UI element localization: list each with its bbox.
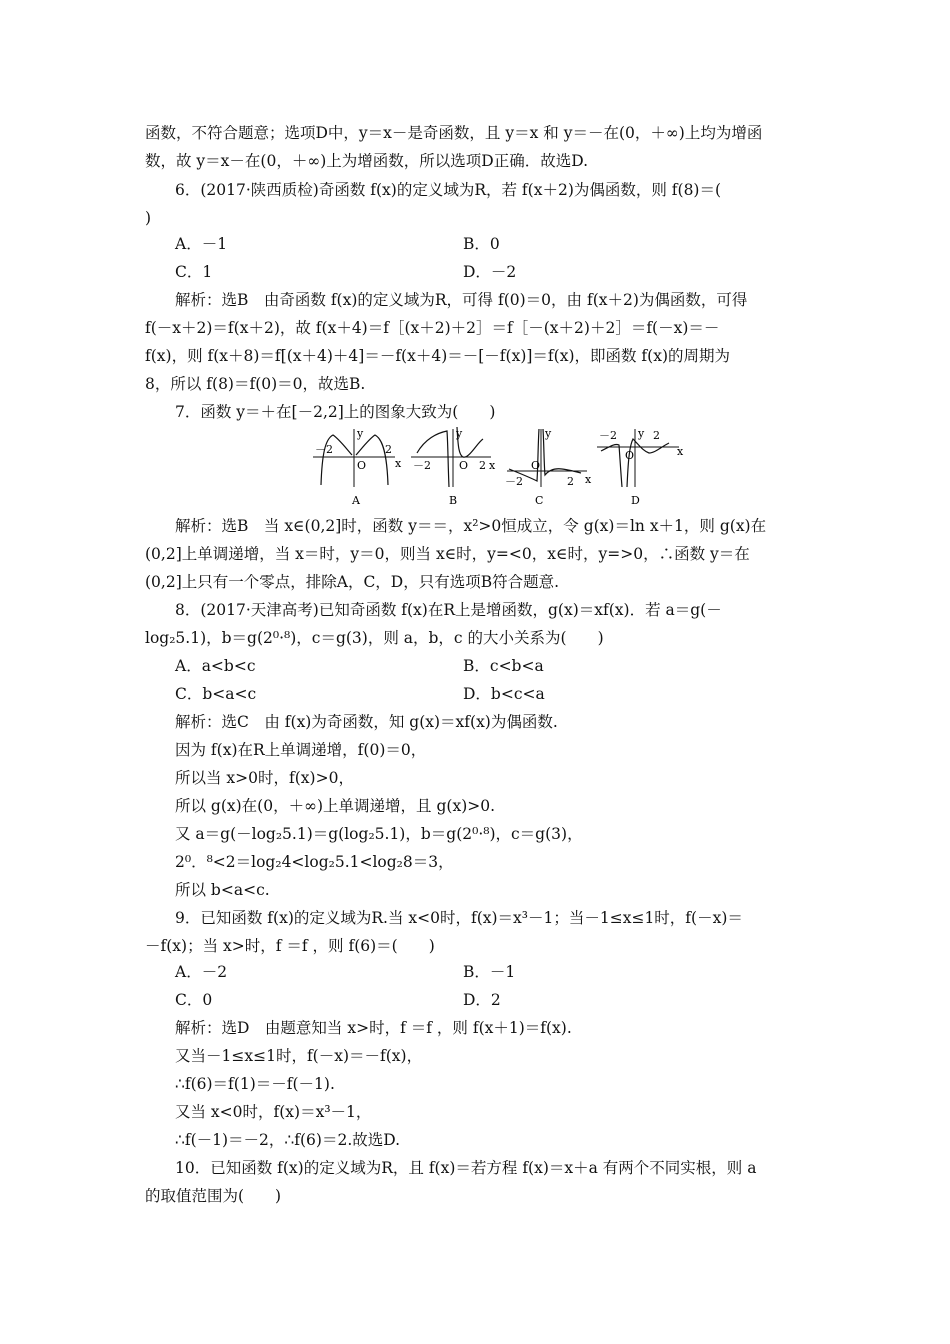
tick-right: 2 xyxy=(479,459,486,472)
text-line: 数，故 y＝x－在(0，＋∞)上为增函数，所以选项D正确．故选D. xyxy=(145,152,589,170)
answer-option: B．0 xyxy=(463,235,500,253)
text-line: 7．函数 y＝＋在[－2,2]上的图象大致为( ) xyxy=(175,403,496,421)
answer-option: A．－1 xyxy=(175,235,228,253)
origin-label: O xyxy=(531,459,541,472)
curve xyxy=(627,439,669,487)
text-line: ∴f(6)＝f(1)＝－f(－1). xyxy=(175,1075,335,1093)
text-line: 8，所以 f(8)＝f(0)＝0，故选B. xyxy=(145,375,366,393)
text-line: 所以 g(x)在(0，＋∞)上单调递增，且 g(x)>0. xyxy=(175,797,496,815)
text-line: 所以 b<a<c. xyxy=(175,881,270,899)
answer-option: C．1 xyxy=(175,263,213,281)
text-line: －f(x)；当 x>时，f ＝f ，则 f(6)＝( ) xyxy=(145,937,435,955)
text-line: 解析：选D 由题意知当 x>时，f ＝f ，则 f(x＋1)＝f(x). xyxy=(175,1019,572,1037)
tick-left: －2 xyxy=(315,443,333,456)
tick-right: 2 xyxy=(567,475,574,488)
answer-option: C．b<a<c xyxy=(175,685,257,703)
graph-a xyxy=(313,427,402,507)
text-line: 解析：选B 由奇函数 f(x)的定义域为R，可得 f(0)＝0，由 f(x＋2)为偶函数，可得 xyxy=(175,291,748,309)
curve xyxy=(601,444,622,487)
text-line: ∴f(－1)＝－2，∴f(6)＝2.故选D. xyxy=(175,1131,401,1149)
text-line: 2⁰．⁸<2＝log₂4<log₂5.1<log₂8＝3， xyxy=(175,853,454,871)
tick-left: －2 xyxy=(413,459,431,472)
origin-label: O xyxy=(625,449,635,462)
text-line: 函数，不符合题意；选项D中，y＝x－是奇函数，且 y＝x 和 y＝－在(0，＋∞)上均为增函 xyxy=(145,124,763,142)
origin-label: O xyxy=(357,459,367,472)
answer-option: A．a<b<c xyxy=(175,657,256,675)
tick-left: －2 xyxy=(505,475,523,488)
text-line: f(－x＋2)＝f(x＋2)，故 f(x＋4)＝f［(x＋2)＋2］＝f［－(x＋2)＋2］＝f(－x)＝－ xyxy=(145,319,720,337)
text-line: 解析：选C 由 f(x)为奇函数，知 g(x)＝xf(x)为偶函数. xyxy=(175,713,558,731)
graph-c xyxy=(505,427,592,507)
text-line: (0,2]上只有一个零点，排除A，C，D，只有选项B符合题意. xyxy=(145,573,560,591)
text-line: 6．(2017·陕西质检)奇函数 f(x)的定义域为R，若 f(x＋2)为偶函数，则 f(8)＝( xyxy=(175,181,722,199)
graph-caption: D xyxy=(631,494,640,507)
text-line: 的取值范围为( ) xyxy=(145,1187,282,1205)
graph-caption: C xyxy=(535,494,544,507)
y-axis-label: y xyxy=(638,427,645,440)
x-axis-label: x xyxy=(585,473,592,486)
graph-b xyxy=(411,427,496,507)
graph-caption: B xyxy=(449,494,458,507)
curve xyxy=(509,429,539,481)
text-line: 所以当 x>0时，f(x)>0， xyxy=(175,769,354,787)
answer-option: A．－2 xyxy=(175,963,228,981)
text-line: 又 a＝g(－log₂5.1)＝g(log₂5.1)，b＝g(2⁰·⁸)，c＝g(3)， xyxy=(175,825,583,843)
x-axis-label: x xyxy=(677,445,684,458)
answer-option: D．－2 xyxy=(463,263,517,281)
graph-caption: A xyxy=(352,494,360,507)
y-axis-label: y xyxy=(545,427,552,440)
x-axis-label: x xyxy=(395,457,402,470)
graph-d xyxy=(597,427,684,507)
answer-option: D．2 xyxy=(463,991,501,1009)
text-line: 又当－1≤x≤1时，f(－x)＝－f(x)， xyxy=(175,1047,423,1065)
question7-graph-figure xyxy=(305,425,685,509)
answer-option: B．c<b<a xyxy=(463,657,544,675)
text-line: f(x)，则 f(x＋8)＝f[(x＋4)＋4]＝－f(x＋4)＝－[－f(x)]＝f(x)，即函数 f(x)的周期为 xyxy=(145,347,730,365)
text-line: ) xyxy=(145,209,152,227)
answer-option: C．0 xyxy=(175,991,213,1009)
tick-right: 2 xyxy=(653,429,660,442)
origin-label: O xyxy=(459,459,469,472)
y-axis-label: y xyxy=(357,427,364,440)
text-line: 10．已知函数 f(x)的定义域为R，且 f(x)＝若方程 f(x)＝x＋a 有两个不同实根，则 a xyxy=(175,1159,757,1177)
answer-option: D．b<c<a xyxy=(463,685,545,703)
text-line: 9．已知函数 f(x)的定义域为R.当 x<0时，f(x)＝x³－1；当－1≤x≤1时，f(－x)＝ xyxy=(175,909,743,927)
answer-option: B．－1 xyxy=(463,963,516,981)
text-line: (0,2]上单调递增，当 x＝时，y＝0，则当 x∈时，y=<0，x∈时，y=>0，∴函数 y＝在 xyxy=(145,545,750,563)
x-axis-label: x xyxy=(489,459,496,472)
text-line: 因为 f(x)在R上单调递增，f(0)＝0， xyxy=(175,741,427,759)
tick-left: －2 xyxy=(599,429,617,442)
text-line: 8．(2017·天津高考)已知奇函数 f(x)在R上是增函数，g(x)＝xf(x)．若 a＝g(－ xyxy=(175,601,722,619)
text-line: 又当 x<0时，f(x)＝x³－1， xyxy=(175,1103,372,1121)
text-line: log₂5.1)，b＝g(2⁰·⁸)，c＝g(3)，则 a，b，c 的大小关系为( ) xyxy=(145,629,604,647)
y-axis-label: y xyxy=(456,427,463,440)
tick-right: 2 xyxy=(385,443,392,456)
text-line: 解析：选B 当 x∈(0,2]时，函数 y＝＝，x²>0恒成立，令 g(x)＝ln x＋1，则 g(x)在 xyxy=(175,517,767,535)
